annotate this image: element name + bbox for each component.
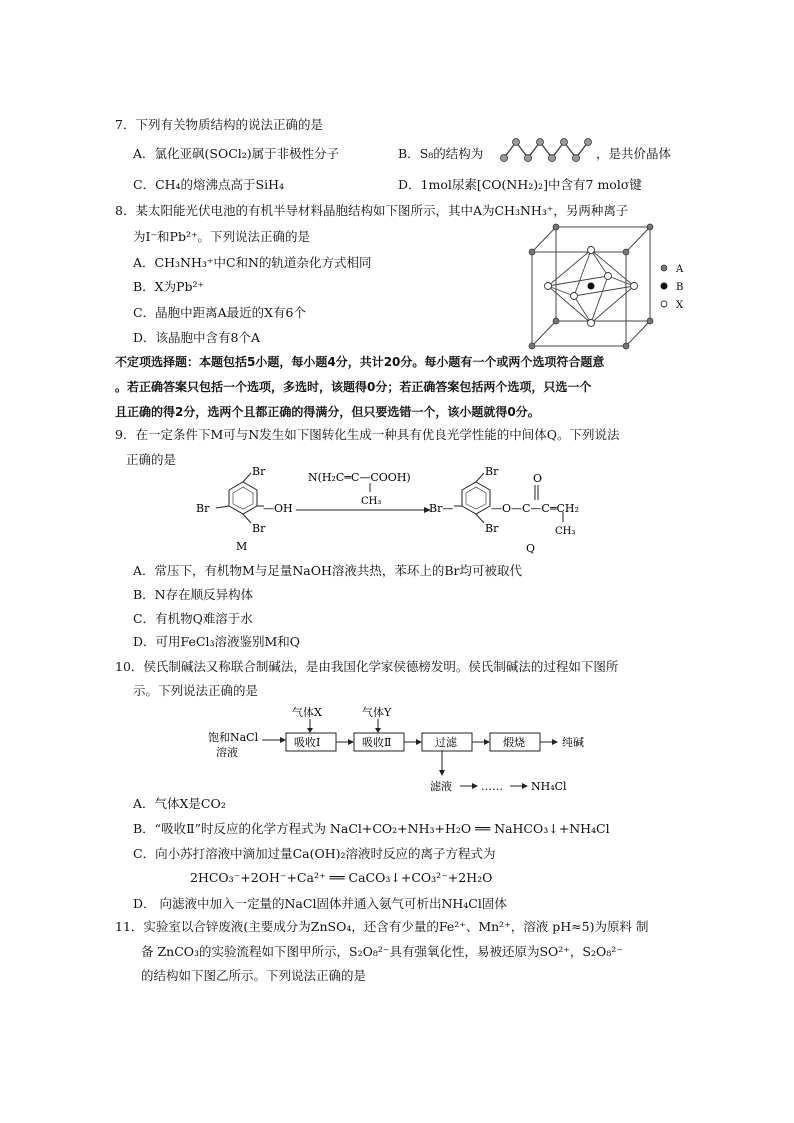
svg-text:CH₃: CH₃	[555, 526, 576, 537]
m-label: M	[236, 540, 248, 553]
section-heading-line2: 。若正确答案只包括一个选项，多选时，该题得0分；若正确答案包括两个选项，只选一个	[115, 380, 592, 394]
q10-option-c: C．向小苏打溶液中滴加过量Ca(OH)₂溶液时反应的离子方程式为	[133, 846, 496, 861]
svg-text:CH₃: CH₃	[361, 496, 382, 507]
svg-text:Br—: Br—	[429, 502, 454, 515]
reagent-n: N(H₂C═C—COOH)	[308, 471, 411, 484]
q7-option-c: C．CH₄的熔沸点高于SiH₄	[133, 177, 285, 192]
q9-option-d: D．可用FeCl₃溶液鉴别M和Q	[133, 634, 301, 649]
q11-stem-line1: 11．实验室以合锌废液(主要成分为ZnSO₄，还含有少量的Fe²⁺、Mn²⁺，溶液 pH≈5)为原料 制	[115, 919, 649, 934]
q10-option-a: A．气体X是CO₂	[133, 796, 226, 811]
crystal-cell-figure	[526, 222, 706, 352]
q7-stem: 7．下列有关物质结构的说法正确的是	[115, 117, 323, 132]
q11-stem-line2: 备 ZnCO₃的实验流程如下图甲所示，S₂O₈²⁻具有强氧化性，易被还原为SO²⁺，S₂O₈²⁻	[141, 944, 623, 959]
legend-b: B	[676, 282, 684, 293]
q10-stem-line2: 示。下列说法正确的是	[133, 683, 259, 698]
q7-option-a: A．氯化亚砜(SOCl₂)属于非极性分子	[133, 146, 340, 161]
q9-stem-line2: 正确的是	[126, 452, 177, 467]
flow-box-absorb1: 吸收Ⅰ	[294, 736, 321, 749]
svg-text:Br: Br	[196, 502, 210, 515]
svg-text:—OH: —OH	[263, 502, 293, 515]
s8-structure-figure	[496, 134, 596, 168]
hou-process-flowchart	[206, 700, 606, 792]
q10-option-d: D． 向滤液中加入一定量的NaCl固体并通入氨气可析出NH₄Cl固体	[133, 896, 507, 911]
q9-stem-line1: 9．在一定条件下M可与N发生如下图转化生成一种具有优良光学性能的中间体Q。下列说法	[115, 427, 620, 442]
flow-box-absorb2: 吸收Ⅱ	[362, 736, 392, 749]
q7-option-b-post: ，是共价晶体	[596, 146, 672, 161]
svg-text:气体X: 气体X	[292, 706, 322, 719]
crystal-legend	[661, 264, 685, 311]
flow-box-filter: 过滤	[435, 736, 457, 749]
q10-stem-line1: 10．侯氏制碱法又称联合制碱法，是由我国化学家侯德榜发明。侯氏制碱法的过程如下图所	[115, 659, 619, 674]
q8-option-b: B．X为Pb²⁺	[133, 279, 205, 294]
q-ester-chain: —O—C—C═CH₂	[491, 502, 579, 515]
svg-text:滤液: 滤液	[430, 780, 452, 792]
section-heading-line3: 且正确的得2分，选两个且都正确的得满分，但只要选错一个，该小题就得0分。	[115, 405, 540, 419]
flow-box-calcine: 煅烧	[503, 736, 525, 749]
q8-stem-line2: 为I⁻和Pb²⁺。下列说法正确的是	[133, 229, 311, 244]
svg-text:Br: Br	[252, 522, 266, 535]
svg-text:O: O	[533, 472, 543, 485]
svg-text:NH₄Cl: NH₄Cl	[531, 780, 567, 792]
svg-text:Br: Br	[485, 522, 499, 535]
q10-option-c-equation: 2HCO₃⁻+2OH⁻+Ca²⁺ ══ CaCO₃↓+CO₃²⁻+2H₂O	[190, 870, 493, 885]
q10-option-b: B．“吸收Ⅱ”时反应的化学方程式为 NaCl+CO₂+NH₃+H₂O ══ NaHCO₃↓+NH₄Cl	[133, 821, 610, 836]
q11-stem-line3: 的结构如下图乙所示。下列说法正确的是	[141, 968, 367, 983]
q7-option-d: D．1mol尿素[CO(NH₂)₂]中含有7 molσ键	[398, 177, 642, 192]
q8-option-c: C．晶胞中距离A最近的X有6个	[133, 305, 306, 320]
reaction-scheme-figure	[186, 466, 616, 560]
svg-text:溶液: 溶液	[216, 746, 238, 759]
q9-option-c: C．有机物Q难溶于水	[133, 611, 253, 626]
svg-text:Br: Br	[485, 466, 499, 478]
legend-a: A	[676, 264, 684, 275]
legend-x: X	[676, 300, 684, 311]
q7-option-b-pre: B．S₈的结构为	[398, 146, 484, 161]
svg-text:纯碱: 纯碱	[562, 736, 584, 749]
q8-stem-line1: 8．某太阳能光伏电池的有机半导材料晶胞结构如下图所示，其中A为CH₃NH₃⁺，另两种离子	[115, 203, 629, 218]
q8-option-a: A．CH₃NH₃⁺中C和N的轨道杂化方式相同	[133, 255, 372, 270]
q-label: Q	[526, 542, 536, 555]
svg-text:Br: Br	[252, 466, 266, 478]
svg-text:……: ……	[481, 780, 503, 792]
q8-option-d: D．该晶胞中含有8个A	[133, 330, 261, 345]
q9-option-a: A．常压下，有机物M与足量NaOH溶液共热，苯环上的Br均可被取代	[133, 563, 523, 578]
q9-option-b: B．N存在顺反异构体	[133, 587, 254, 602]
svg-text:饱和NaCl: 饱和NaCl	[208, 731, 259, 744]
svg-text:气体Y: 气体Y	[362, 706, 392, 719]
section-heading-line1: 不定项选择题：本题包括5小题，每小题4分，共计20分。每小题有一个或两个选项符合题意	[115, 355, 605, 369]
